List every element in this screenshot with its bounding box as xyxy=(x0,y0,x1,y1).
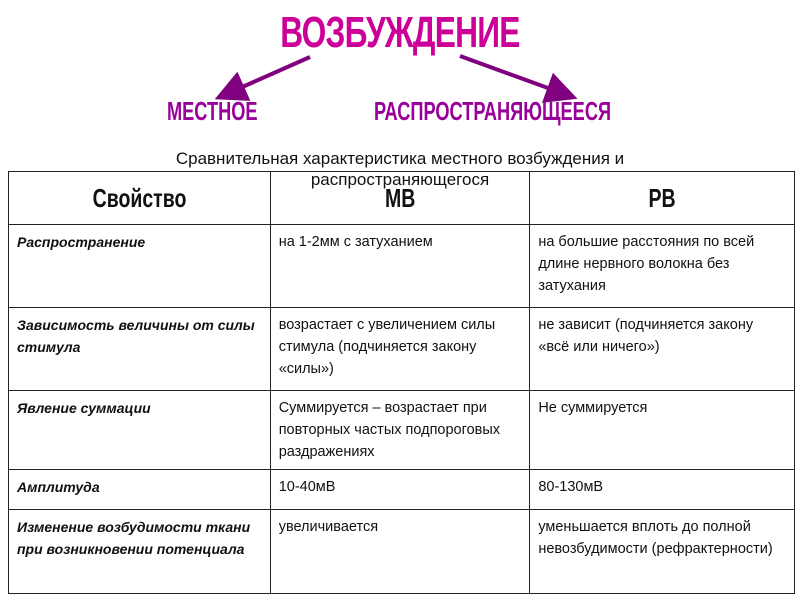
cell-property: Распространение xyxy=(9,225,271,308)
table-row xyxy=(9,308,795,391)
header-rv: РВ xyxy=(530,172,795,225)
cell-property: Явление суммации xyxy=(9,391,271,470)
cell-property: Зависимость величины от силы стимула xyxy=(9,308,271,391)
caption-line2: распространяющегося xyxy=(310,170,490,189)
caption-line1: Сравнительная характеристика местного возбуждения и xyxy=(175,149,625,168)
cell-property: Изменение возбудимости ткани при возникновении потенциала xyxy=(9,510,271,594)
table-row xyxy=(9,225,795,308)
cell-mv: 10-40мВ xyxy=(270,470,530,510)
table-row xyxy=(9,470,795,510)
cell-rv: 80-130мВ xyxy=(530,470,795,510)
cell-property: Амплитуда xyxy=(9,470,271,510)
cell-mv: увеличивается xyxy=(270,510,530,594)
cell-mv: возрастает с увеличением силы стимула (подчиняется закону «силы») xyxy=(270,308,530,391)
cell-rv: на большие расстояния по всей длине нервного волокна без затухания xyxy=(530,225,795,308)
arrow-left-icon xyxy=(222,57,310,96)
branch-propagating: РАСПРОСТРАНЯЮЩЕЕСЯ xyxy=(374,96,612,126)
cell-mv: Суммируется – возрастает при повторных частых подпороговых раздражениях xyxy=(270,391,530,470)
header-mv: МВ xyxy=(270,172,530,225)
arrow-right-icon xyxy=(460,56,570,96)
table-row xyxy=(9,510,795,594)
cell-mv: на 1-2мм с затуханием xyxy=(270,225,530,308)
cell-rv: уменьшается вплоть до полной невозбудимости (рефрактерности) xyxy=(530,510,795,594)
comparison-table xyxy=(8,171,795,594)
branch-local: МЕСТНОЕ xyxy=(167,96,258,126)
cell-rv: не зависит (подчиняется закону «всё или ничего») xyxy=(530,308,795,391)
table-row xyxy=(9,391,795,470)
header-property: Свойство xyxy=(9,172,271,225)
cell-rv: Не суммируется xyxy=(530,391,795,470)
slide-title: ВОЗБУЖДЕНИЕ xyxy=(280,8,520,57)
